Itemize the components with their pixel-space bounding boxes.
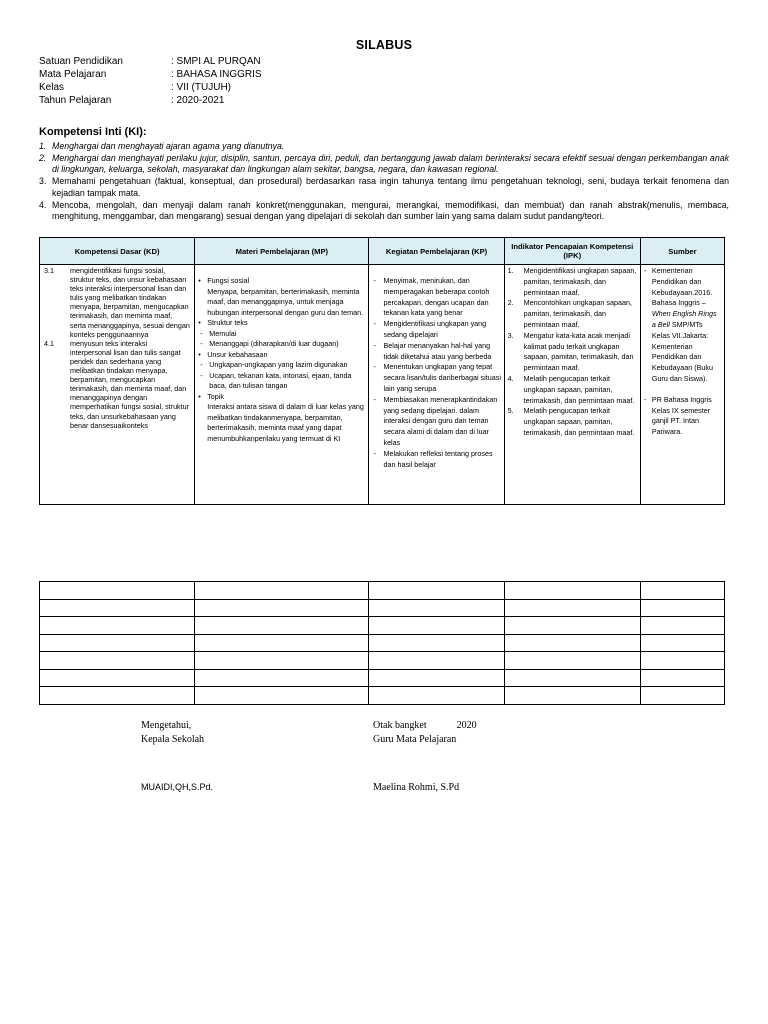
identity-row	[39, 94, 262, 107]
identity-value: : BAHASA INGGRIS	[171, 69, 262, 80]
source-text: SMP/MTs Kelas VII.Jakarta: Kementerian Pendidikan dan Kebudayaan (Buku Guru dan Siswa).	[651, 319, 713, 383]
mp-heading: Topik	[207, 391, 224, 401]
kp-item: - Menyimak, menirukan, dan memperagakan beberapa contoh percakapan, dengan ucapan dan tekanan kata yang benar	[373, 276, 501, 319]
kp-text: Belajar menanyakan hal-hal yang tidak diketahui atau yang berbeda	[383, 340, 492, 361]
kp-text: Melakukan refleksi tentang proses dan hasil belajar	[383, 448, 493, 469]
ipk-text: Mengatur kata-kata acak menjadi kalimat padu terkait ungkapan sapaan, pamitan, terimakasih, dan permintaan maaf.	[523, 330, 634, 373]
kd-text: menyusun teks interaksi interpersonal lisan dan tulis sangat pendek dan sederhana yang melibatkan tindakan menyapa, berpamitan, mengucapkan terimakasih, dan meminta maaf, dan menanggapinya dengan memperhatikan fungsi sosial, struktur teks, dan unsurkebahasaan yang benar dansesuaikonteks	[70, 338, 190, 430]
source-book-title: When English Rings a Bell	[651, 309, 717, 329]
kd-item	[44, 266, 190, 339]
identity-label: Kelas	[39, 82, 65, 93]
kp-text: Menyimak, menirukan, dan memperagakan beberapa contoh percakapan, dengan ucapan dan tekanan kata yang benar	[383, 276, 490, 318]
header-kd: Kompetensi Dasar (KD)	[40, 238, 195, 265]
sumber-cell	[640, 265, 724, 505]
bullet-icon: •	[198, 318, 201, 327]
ipk-text: Mengidentifikasi ungkapan sapaan, pamitan, terimakasih, dan permintaan maaf.	[523, 266, 637, 297]
core-competence-item	[39, 141, 729, 153]
kp-item: - Menentukan ungkapan yang tepat secara lisan/tulis dariberbagai situasi lain yang serupa	[373, 362, 501, 393]
mp-subitem-text: Memulai	[209, 328, 237, 338]
mp-text: Interaksi antara siswa di dalam di luar kelas yang melibatkan tindakanmenyapa, berpamitan, berterimakasih, meminta maaf yang dapat menumbuhkanperilaku yang termuat di KI	[207, 402, 364, 443]
mp-subitem: - Menanggapi (diharapkan/di luar dugaan)	[200, 339, 339, 348]
empty-row	[40, 634, 725, 652]
mp-bullet	[198, 318, 366, 329]
header-sumber: Sumber	[640, 238, 724, 265]
item-text: Mencoba, mengolah, dan menyaji dalam ranah konkret(menggunakan, mengurai, merangkai, memodifikasi, dan membuat) dan ranah abstrak(menulis, membaca, menghitung, menggambar, dan mengarang) sesuai dengan yang dipelajari di sekolah dan sumber lain yang sama dalam sudut pandang/teori.	[52, 199, 729, 222]
mp-subitem-text: Ungkapan-ungkapan yang lazim digunakan	[209, 360, 348, 369]
core-competence-item	[39, 176, 729, 199]
empty-row	[40, 652, 725, 670]
identity-row	[39, 68, 262, 81]
empty-row	[40, 687, 725, 705]
core-competence-item	[39, 153, 729, 176]
kp-item: - Membiasakan menerapkantindakan yang sedang dipelajari. dalam interaksi dengan guru dan teman secara alami di dalam dan di luar kelas	[373, 395, 501, 449]
identity-block	[39, 55, 262, 107]
principal-name: MUAIDI,QH,S.Pd.	[141, 782, 214, 792]
mp-heading: Unsur kebahasaan	[207, 349, 268, 359]
ipk-item: 2. Mencontohkan ungkapan sapaan, pamitan, terimakasih, dan permintaan maaf.	[508, 298, 637, 330]
ipk-text: Melatih pengucapan terkait ungkapan sapaan, pamitan, terimakasih, dan permintaan maaf.	[523, 373, 635, 405]
identity-row	[39, 55, 262, 68]
core-competence-list	[39, 141, 729, 223]
item-text: Memahami pengetahuan (faktual, konseptual, dan prosedural) berdasarkan rasa ingin tahunya tentang ilmu pengetahuan teknologi, seni, budaya terkait fenomena dan kejadian tampak mata.	[52, 176, 729, 198]
identity-value: : VII (TUJUH)	[171, 82, 231, 93]
item-text: Menghargai dan menghayati perilaku jujur, disiplin, santun, percaya diri, peduli, dan bertanggung jawab dalam berinteraksi secara efektif sesuai dengan perkembangan anak di lingkungan, keluarga, sekolah, masyarakat dan lingkungan alam sekitar, bangsa, negara, dan kawasan regional.	[52, 152, 729, 175]
table-row	[40, 265, 725, 505]
signature-principal	[141, 719, 204, 747]
signature-role: Kepala Sekolah	[141, 734, 205, 745]
mp-subitem: - Ungkapan-ungkapan yang lazim digunakan	[200, 360, 348, 369]
kp-cell	[369, 265, 504, 505]
ipk-text: Mencontohkan ungkapan sapaan, pamitan, terimakasih, dan permintaan maaf.	[523, 298, 632, 329]
item-number: 3.	[39, 176, 47, 187]
signature-year: 2020	[456, 720, 477, 731]
identity-label: Tahun Pelajaran	[39, 95, 112, 106]
header-mp: Materi Pembelajaran (MP)	[195, 238, 369, 265]
ipk-item: 5. Melatih pengucapan terkait ungkapan sapaan, pamitan, terimakasih, dan permintaan maaf.	[508, 406, 637, 438]
item-number: 4.	[39, 199, 47, 210]
source-item: - PR Bahasa Inggris Kelas IX semester ganjil PT. Intan Pariwara.	[644, 395, 722, 438]
ipk-cell	[504, 265, 640, 505]
mp-heading: Fungsi sosial	[207, 276, 250, 285]
item-number: 2.	[39, 152, 47, 163]
signature-place: Otak bangket	[373, 720, 427, 731]
kp-item: - Mengidentifikasi ungkapan yang sedang dipelajari	[373, 319, 501, 341]
mp-text: Menyapa, berpamitan, berterimakasih, meminta maaf, dan menanggapinya, untuk menjaga hubungan interpersonal dengan guru dan teman.	[207, 286, 364, 317]
mp-subitem-text: Menanggapi (diharapkan/di luar dugaan)	[209, 339, 339, 348]
item-text: Menghargai dan menghayati ajaran agama yang dianutnya.	[52, 141, 285, 151]
mp-subitem: - Memulai	[200, 328, 237, 338]
kd-item	[44, 339, 190, 430]
mp-cell	[195, 265, 369, 505]
bullet-icon: •	[198, 391, 201, 401]
empty-row	[40, 599, 725, 617]
mp-bullet	[198, 276, 366, 287]
source-text: PR Bahasa Inggris Kelas IX semester ganjil PT. Intan Pariwara.	[651, 394, 712, 437]
signature-caption: Mengetahui,	[141, 720, 192, 731]
kp-text: Mengidentifikasi ungkapan yang sedang dipelajari	[383, 319, 487, 339]
header-kp: Kegiatan Pembelajaran (KP)	[369, 238, 504, 265]
kd-text: mengidentifikasi fungsi sosial, struktur teks, dan unsur kebahasaan teks interaksi interpersonal lisan dan tulis yang melibatkan tindakan menyapa, berpamitan, mengucapkan terimakasih, dan meminta maaf, serta menanggapinya, sesuai dengan konteks penggunaannya	[70, 266, 190, 339]
empty-table	[39, 581, 725, 705]
kp-text: Menentukan ungkapan yang tepat secara lisan/tulis dariberbagai situasi lain yang serupa	[383, 362, 501, 393]
kd-number: 4.1	[44, 338, 54, 348]
source-item: - Kementerian Pendidikan dan Kebudayaan.2016. Bahasa Inggris – When English Rings a Bell SMP/MTs Kelas VII.Jakarta: Kementerian Pendidikan dan Kebudayaan (Buku Guru dan Siswa).	[643, 266, 717, 383]
mp-subitem-text: Ucapan, tekanan kata, intonasi, ejaan, tanda baca, dan tulisan tangan	[209, 370, 352, 390]
kp-text: Membiasakan menerapkantindakan yang sedang dipelajari. dalam interaksi dengan guru dan teman secara alami di dalam dan di luar kelas	[383, 394, 498, 447]
mp-heading: Struktur teks	[207, 318, 248, 327]
ipk-item: 3. Mengatur kata-kata acak menjadi kalimat padu terkait ungkapan sapaan, pamitan, terimakasih, dan permintaan maaf.	[508, 331, 637, 374]
kp-item: - Belajar menanyakan hal-hal yang tidak diketahui atau yang berbeda	[373, 341, 501, 363]
bullet-icon: •	[198, 276, 201, 285]
syllabus-table	[39, 237, 725, 505]
kp-item: - Melakukan refleksi tentang proses dan hasil belajar	[373, 449, 501, 471]
empty-row	[40, 617, 725, 635]
kd-number: 3.1	[44, 266, 54, 275]
identity-value: : SMPI AL PURQAN	[171, 56, 261, 67]
table-header-row	[40, 238, 725, 265]
empty-row	[40, 582, 725, 600]
document-title: SILABUS	[355, 38, 413, 52]
mp-bullet	[198, 350, 366, 361]
identity-label: Satuan Pendidikan	[39, 56, 123, 67]
source-text: Kementerian Pendidikan dan Kebudayaan.2016. Bahasa Inggris –	[651, 266, 713, 308]
item-number: 1.	[39, 141, 47, 151]
ipk-item: 1. Mengidentifikasi ungkapan sapaan, pamitan, terimakasih, dan permintaan maaf.	[507, 266, 637, 297]
identity-label: Mata Pelajaran	[39, 69, 107, 80]
ipk-item: 4. Melatih pengucapan terkait ungkapan sapaan, pamitan, terimakasih, dan permintaan maaf.	[508, 374, 637, 406]
bullet-icon: •	[198, 349, 201, 359]
kd-cell	[40, 265, 195, 505]
signature-teacher	[373, 719, 477, 747]
core-competence-title: Kompetensi Inti (KI):	[39, 126, 147, 138]
identity-value: : 2020-2021	[171, 95, 225, 106]
mp-subitem: - Ucapan, tekanan kata, intonasi, ejaan, tanda baca, dan tulisan tangan	[198, 371, 366, 392]
teacher-name: Maelina Rohmi, S.Pd	[373, 782, 460, 793]
header-ipk: Indikator Pencapaian Kompetensi (IPK)	[504, 238, 640, 265]
identity-row	[39, 81, 262, 94]
core-competence-item	[39, 200, 729, 223]
empty-row	[40, 669, 725, 687]
ipk-text: Melatih pengucapan terkait ungkapan sapaan, pamitan, terimakasih, dan permintaan maaf.	[523, 406, 635, 437]
mp-bullet	[198, 392, 366, 403]
signature-role: Guru Mata Pelajaran	[373, 734, 457, 745]
